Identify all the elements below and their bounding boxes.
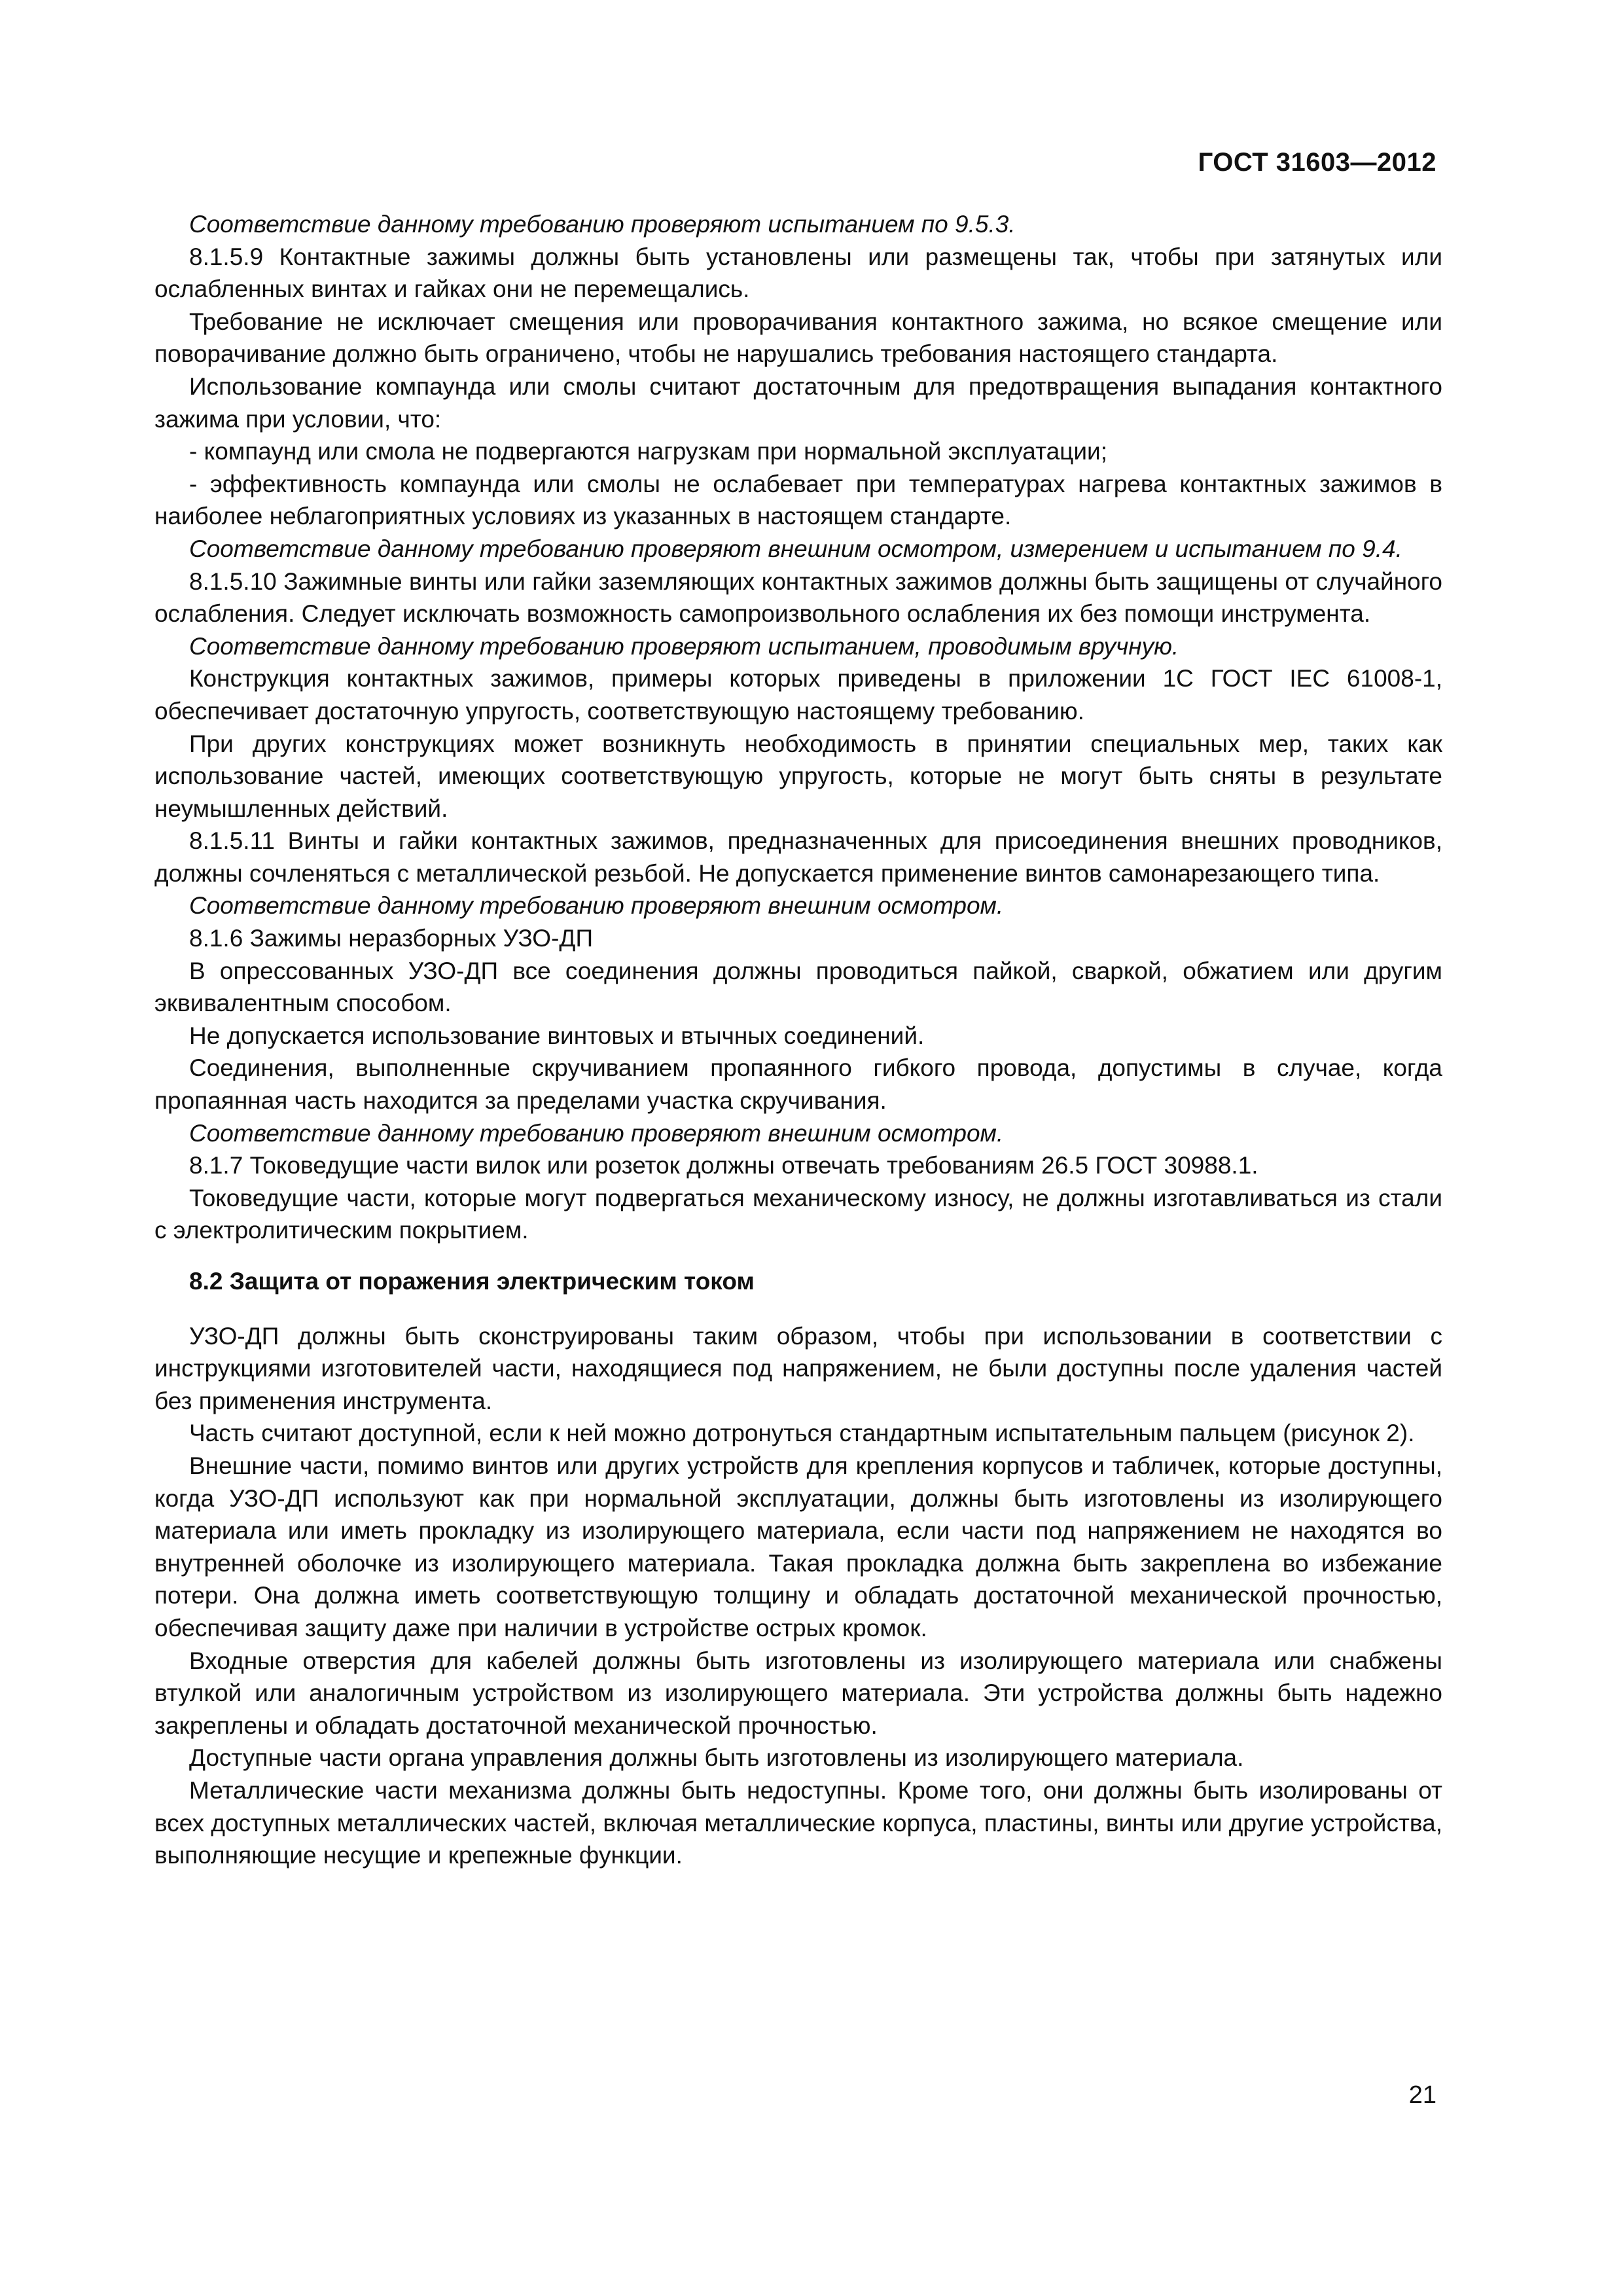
paragraph-compliance-note: Соответствие данному требованию проверяют внешним осмотром.	[189, 1119, 1004, 1147]
paragraph: УЗО-ДП должны быть сконструированы таким образом, чтобы при использовании в соответствии с инструкциями изготовителей части, находящиеся под напряжением, не были доступны после удаления частей без применения инструмента.	[154, 1322, 1442, 1414]
document-code-header: ГОСТ 31603—2012	[1198, 148, 1436, 177]
paragraph: Использование компаунда или смолы считают достаточным для предотвращения выпадания контактного зажима при условии, что:	[154, 372, 1442, 433]
section-heading-8-2: 8.2 Защита от поражения электрическим током	[189, 1268, 755, 1295]
paragraph-compliance-note: Соответствие данному требованию проверяют испытанием, проводимым вручную.	[189, 632, 1179, 660]
paragraph: При других конструкциях может возникнуть необходимость в принятии специальных мер, таких как использование частей, имеющих соответствующую упругость, которые не могут быть сняты в результате неумышленных действий.	[154, 730, 1442, 822]
paragraph-8-1-5-11: 8.1.5.11 Винты и гайки контактных зажимов, предназначенных для присоединения внешних проводников, должны сочленяться с металлической резьбой. Не допускается применение винтов самонарезающего типа.	[154, 827, 1442, 887]
paragraph-compliance-note: Соответствие данному требованию проверяют внешним осмотром.	[189, 892, 1004, 920]
paragraph: Входные отверстия для кабелей должны быть изготовлены из изолирующего материала или снабжены втулкой или аналогичным устройством из изолирующего материала. Эти устройства должны быть надежно закреплены и обладать достаточной механической прочностью.	[154, 1647, 1442, 1739]
paragraph-compliance-note: Соответствие данному требованию проверяют испытанием по 9.5.3.	[189, 211, 1016, 238]
paragraph: Требование не исключает смещения или проворачивания контактного зажима, но всякое смещение или поворачивание должно быть ограничено, чтобы не нарушались требования настоящего стандарта.	[154, 308, 1442, 368]
paragraph: Токоведущие части, которые могут подвергаться механическому износу, не должны изготавливаться из стали с электролитическим покрытием.	[154, 1184, 1442, 1244]
paragraph-8-1-5-10: 8.1.5.10 Зажимные винты или гайки заземляющих контактных зажимов должны быть защищены от случайного ослабления. Следует исключать возможность самопроизвольного ослабления их без помощи инструмента.	[154, 567, 1442, 628]
paragraph: Не допускается использование винтовых и втычных соединений.	[189, 1022, 925, 1049]
paragraph-compliance-note: Соответствие данному требованию проверяют внешним осмотром, измерением и испытанием по 9.4.	[189, 535, 1402, 562]
list-item: - эффективность компаунда или смолы не ослабевает при температурах нагрева контактных зажимов в наиболее неблагоприятных условиях из указанных в настоящем стандарте.	[154, 470, 1442, 530]
paragraph: Металлические части механизма должны быть недоступны. Кроме того, они должны быть изолированы от всех доступных металлических частей, включая металлические корпуса, пластины, винты или другие устройства, выполняющие несущие и крепежные функции.	[154, 1776, 1442, 1869]
paragraph: Часть считают доступной, если к ней можно дотронуться стандартным испытательным пальцем (рисунок 2).	[189, 1420, 1415, 1447]
paragraph-8-1-7: 8.1.7 Токоведущие части вилок или розеток должны отвечать требованиям 26.5 ГОСТ 30988.1.	[189, 1152, 1258, 1179]
list-item: - компаунд или смола не подвергаются нагрузкам при нормальной эксплуатации;	[189, 438, 1107, 465]
paragraph: В опрессованных УЗО-ДП все соединения должны проводиться пайкой, сваркой, обжатием или другим эквивалентным способом.	[154, 957, 1442, 1017]
paragraph: Внешние части, помимо винтов или других устройств для крепления корпусов и табличек, которые доступны, когда УЗО-ДП используют как при нормальной эксплуатации, должны быть изготовлены из изолирующего материала или иметь прокладку из изолирующего материала, если части под напряжением не находятся во внутренней оболочке из изолирующего материала. Такая прокладка должна быть закреплена во избежание потери. Она должна иметь соответствующую толщину и обладать достаточной механической прочностью, обеспечивая защиту даже при наличии в устройстве острых кромок.	[154, 1452, 1442, 1641]
paragraph: Конструкция контактных зажимов, примеры которых приведены в приложении 1С ГОСТ IEC 61008-1, обеспечивает достаточную упругость, соответствующую настоящему требованию.	[154, 665, 1442, 725]
paragraph-8-1-5-9: 8.1.5.9 Контактные зажимы должны быть установлены или размещены так, чтобы при затянутых или ослабленных винтах и гайках они не перемещались.	[154, 243, 1442, 303]
paragraph: Соединения, выполненные скручиванием пропаянного гибкого провода, допустимы в случае, когда пропаянная часть находится за пределами участка скручивания.	[154, 1054, 1442, 1115]
document-body	[154, 208, 1442, 1872]
page-number: 21	[1408, 2081, 1436, 2109]
paragraph-8-1-6: 8.1.6 Зажимы неразборных УЗО-ДП	[189, 925, 594, 952]
paragraph: Доступные части органа управления должны быть изготовлены из изолирующего материала.	[189, 1744, 1244, 1772]
